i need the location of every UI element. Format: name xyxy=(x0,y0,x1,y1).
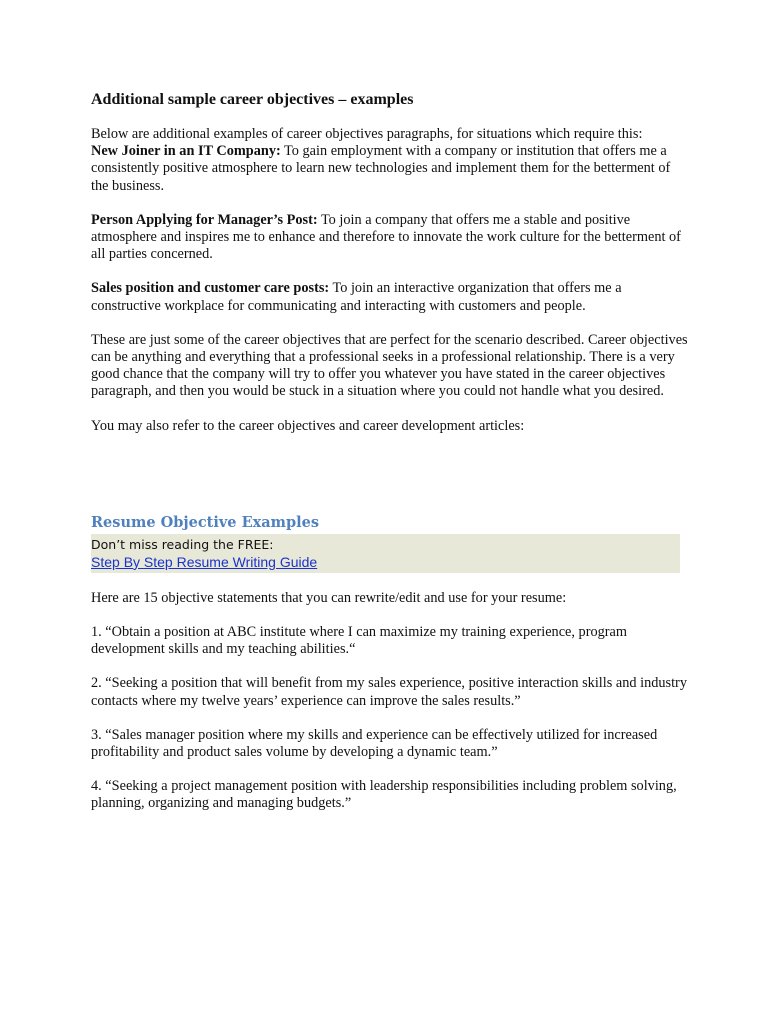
example-label-sales: Sales position and customer care posts: xyxy=(91,280,330,297)
promo-banner xyxy=(91,534,680,573)
refer-paragraph: You may also refer to the career objectives and career development articles: xyxy=(91,417,525,434)
summary-paragraph: These are just some of the career objectives that are perfect for the scenario described. Career objectives can be anything and everything that a professional seeks in a professional relationship. There is a very good chance that the company will try to offer you whatever you have stated in the career objectives paragraph, and then you would be stuck in a situation where you could not handle what you desired. xyxy=(91,331,688,400)
resume-section-title: Resume Objective Examples xyxy=(91,513,320,531)
example-text-sales: To join an interactive organization that offers me a constructive workplace for communicating and interacting with customers and people. xyxy=(91,280,622,314)
objective-statement-1: 1. “Obtain a position at ABC institute where I can maximize my training experience, program development skills and my teaching abilities.“ xyxy=(91,624,627,658)
example-paragraph-manager xyxy=(91,212,691,264)
banner-note: Don’t miss reading the FREE: xyxy=(91,536,274,552)
example-label-manager: Person Applying for Manager’s Post: xyxy=(91,211,318,228)
example-text-it: To gain employment with a company or institution that offers me a consistently positive atmosphere to learn new technologies and implement them for the betterment of the business. xyxy=(91,143,671,194)
resume-guide-link[interactable]: Step By Step Resume Writing Guide xyxy=(91,553,318,570)
intro-text: Below are additional examples of career objectives paragraphs, for situations which require this: xyxy=(91,126,643,142)
resume-intro: Here are 15 objective statements that you can rewrite/edit and use for your resume: xyxy=(91,589,567,606)
objective-statement-3: 3. “Sales manager position where my skills and experience can be effectively utilized for increased profitability and product sales volume by developing a dynamic team.” xyxy=(91,726,658,761)
page-title: Additional sample career objectives – examples xyxy=(91,91,414,108)
example-label-it: New Joiner in an IT Company: xyxy=(91,143,281,160)
objective-statement-2: 2. “Seeking a position that will benefit from my sales experience, positive interaction skills and industry contacts where my twelve years’ experience can improve the sales results.” xyxy=(91,675,687,709)
document-page xyxy=(91,89,691,813)
intro-paragraph xyxy=(91,126,691,195)
example-paragraph-sales xyxy=(91,280,691,314)
objective-statement-4: 4. “Seeking a project management position with leadership responsibilities including problem solving, planning, organizing and managing budgets.” xyxy=(91,778,677,812)
example-text-manager: To join a company that offers me a stable and positive atmosphere and inspires me to enhance and therefore to innovate the work culture for the betterment of all parties concerned. xyxy=(91,211,681,263)
